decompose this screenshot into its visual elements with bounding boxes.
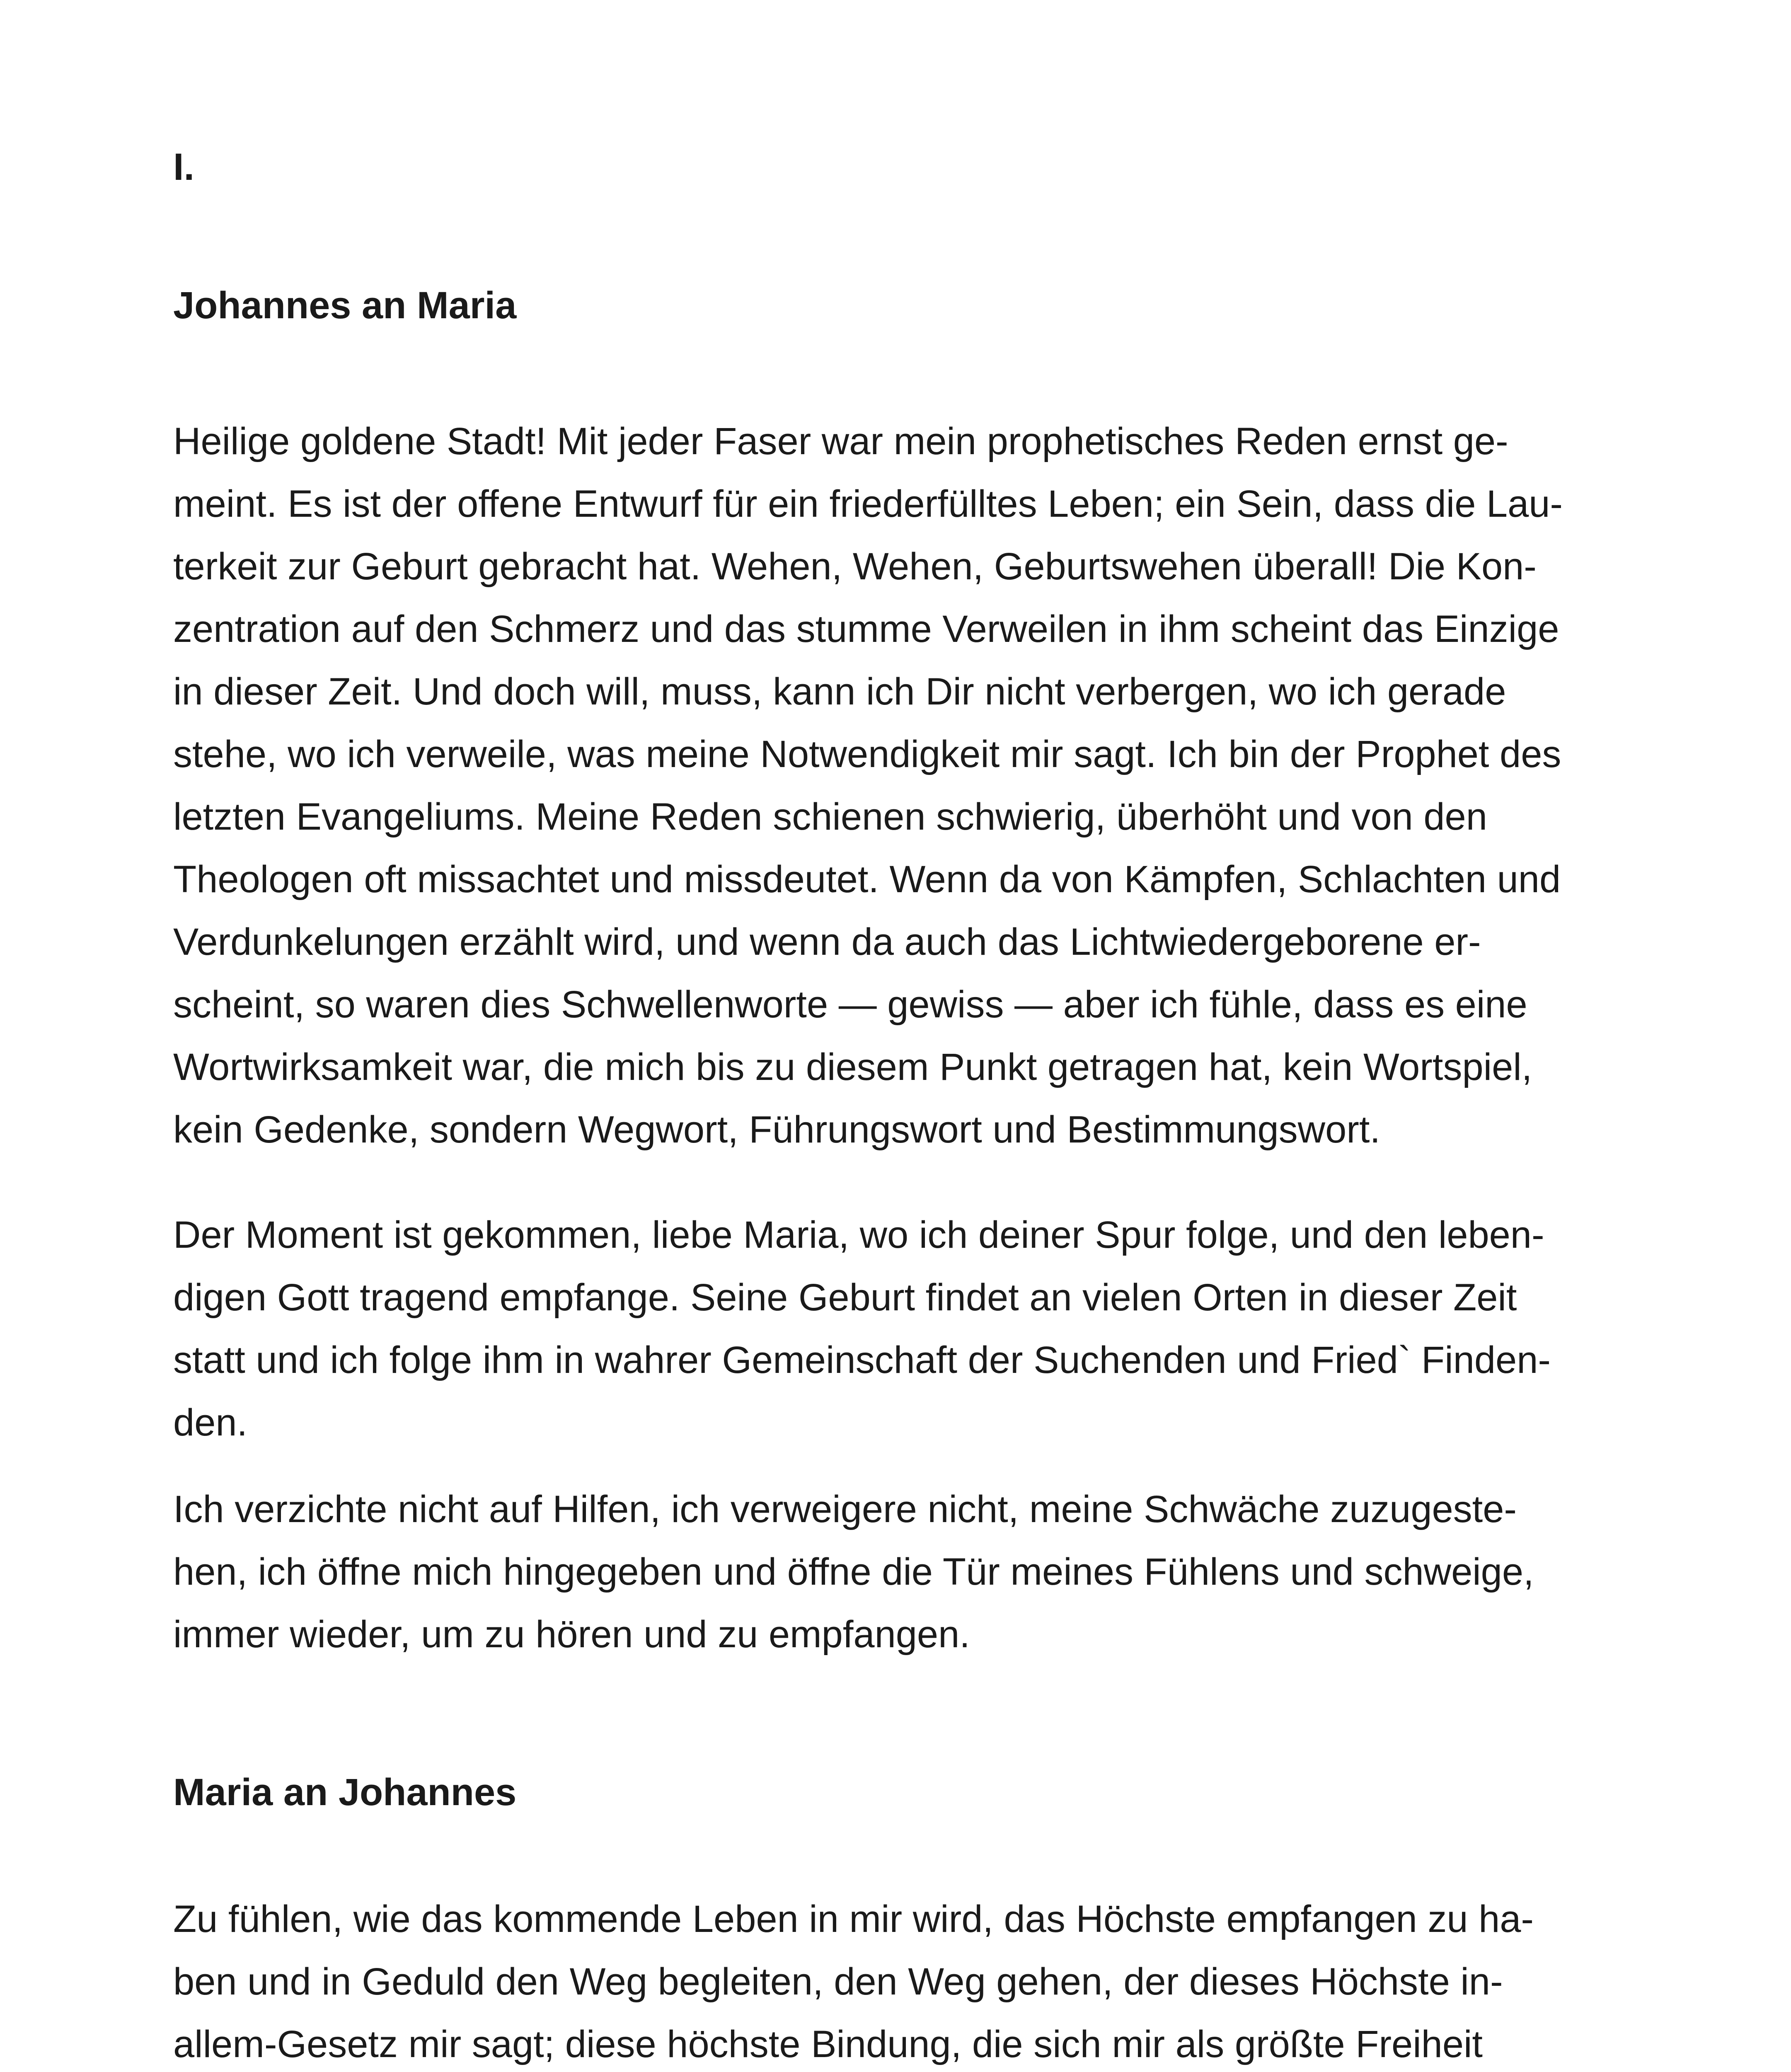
text-line: immer wieder, um zu hören und zu empfangen. bbox=[173, 1613, 970, 1656]
heading-maria-an-johannes: Maria an Johannes bbox=[173, 1771, 517, 1813]
text-line: den. bbox=[173, 1402, 248, 1444]
text-line: Ich verzichte nicht auf Hilfen, ich verweigere nicht, meine Schwäche zuzugeste- bbox=[173, 1488, 1517, 1530]
text-line: letzten Evangeliums. Meine Reden schienen schwierig, überhöht und von den bbox=[173, 796, 1487, 838]
text-line: Wortwirksamkeit war, die mich bis zu diesem Punkt getragen hat, kein Wortspiel, bbox=[173, 1046, 1532, 1088]
text-line: stehe, wo ich verweile, was meine Notwendigkeit mir sagt. Ich bin der Prophet des bbox=[173, 733, 1561, 775]
paragraph-4 bbox=[173, 1888, 1624, 2072]
text-line: terkeit zur Geburt gebracht hat. Wehen, Wehen, Geburtswehen überall! Die Kon- bbox=[173, 545, 1537, 588]
text-line: ben und in Geduld den Weg begleiten, den Weg gehen, der dieses Höchste in- bbox=[173, 1961, 1503, 2003]
text-line: statt und ich folge ihm in wahrer Gemeinschaft der Suchenden und Fried` Finden- bbox=[173, 1339, 1551, 1381]
text-line: kein Gedenke, sondern Wegwort, Führungswort und Bestimmungswort. bbox=[173, 1109, 1381, 1151]
text-line: scheint, so waren dies Schwellenworte — gewiss — aber ich fühle, dass es eine bbox=[173, 983, 1527, 1026]
text-line: meint. Es ist der offene Entwurf für ein friederfülltes Leben; ein Sein, dass die Lau- bbox=[173, 483, 1563, 525]
text-line: allem-Gesetz mir sagt; diese höchste Bindung, die sich mir als größte Freiheit bbox=[173, 2023, 1483, 2065]
text-line: Der Moment ist gekommen, liebe Maria, wo ich deiner Spur folge, und den leben- bbox=[173, 1214, 1544, 1256]
text-line: Heilige goldene Stadt! Mit jeder Faser war mein prophetisches Reden ernst ge- bbox=[173, 420, 1508, 462]
text-line: digen Gott tragend empfange. Seine Geburt findet an vielen Orten in dieser Zeit bbox=[173, 1276, 1517, 1319]
heading-johannes-an-maria: Johannes an Maria bbox=[173, 284, 517, 327]
text-line: hen, ich öffne mich hingegeben und öffne die Tür meines Fühlens und schweige, bbox=[173, 1551, 1534, 1593]
paragraph-3 bbox=[173, 1478, 1624, 1666]
text-line: Zu fühlen, wie das kommende Leben in mir wird, das Höchste empfangen zu ha- bbox=[173, 1898, 1534, 1940]
text-line: Theologen oft missachtet und missdeutet. Wenn da von Kämpfen, Schlachten und bbox=[173, 858, 1561, 900]
paragraph-1 bbox=[173, 410, 1624, 1161]
section-number: I. bbox=[173, 146, 195, 188]
text-line: Verdunkelungen erzählt wird, und wenn da auch das Lichtwiedergeborene er- bbox=[173, 921, 1481, 963]
text-line: in dieser Zeit. Und doch will, muss, kann ich Dir nicht verbergen, wo ich gerade bbox=[173, 670, 1506, 713]
text-line: zentration auf den Schmerz und das stumme Verweilen in ihm scheint das Einzige bbox=[173, 608, 1559, 650]
paragraph-2 bbox=[173, 1204, 1624, 1454]
